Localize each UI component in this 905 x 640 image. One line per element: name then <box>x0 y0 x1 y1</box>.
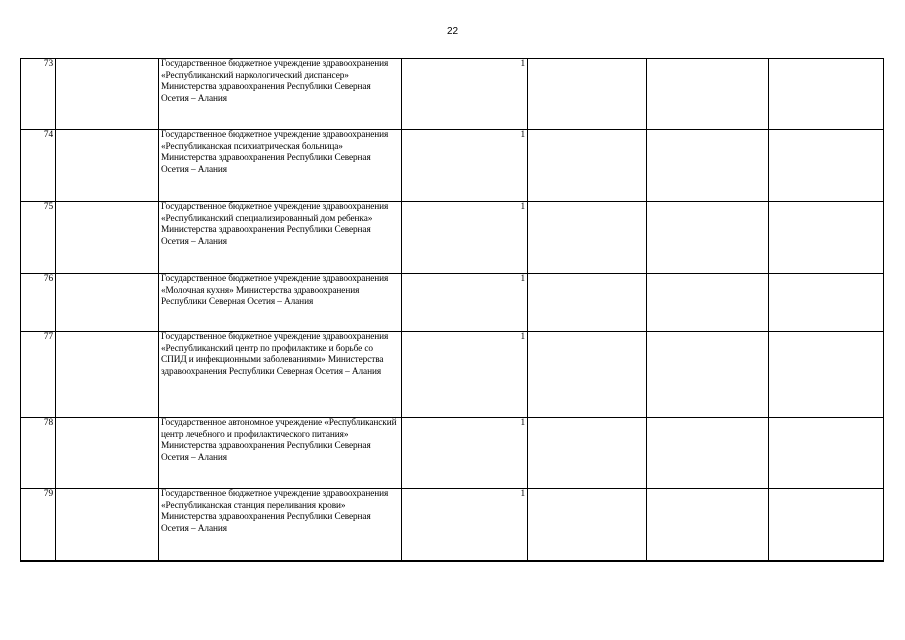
empty-cell <box>56 274 159 332</box>
empty-cell <box>528 202 647 274</box>
empty-cell <box>769 418 884 489</box>
table-row <box>21 332 884 418</box>
quantity-cell: 1 <box>402 274 528 332</box>
institution-name: Государственное бюджетное учреждение здравоохранения «Республиканская станция переливания крови» Министерства здравоохранения Республики Северная Осетия – Алания <box>159 489 402 561</box>
institution-name: Государственное бюджетное учреждение здравоохранения «Республиканский центр по профилактике и борьбе со СПИД и инфекционными заболеваниями» Министерства здравоохранения Республики Северная Осетия – Алания <box>159 332 402 418</box>
empty-cell <box>56 202 159 274</box>
empty-cell <box>647 130 769 202</box>
empty-cell <box>528 489 647 561</box>
institution-name: Государственное автономное учреждение «Республиканский центр лечебного и профилактического питания» Министерства здравоохранения Республики Северная Осетия – Алания <box>159 418 402 489</box>
empty-cell <box>56 59 159 130</box>
table-row <box>21 202 884 274</box>
row-number: 76 <box>21 274 56 332</box>
quantity-cell: 1 <box>402 418 528 489</box>
empty-cell <box>56 130 159 202</box>
empty-cell <box>769 489 884 561</box>
institution-name: Государственное бюджетное учреждение здравоохранения «Республиканский специализированный дом ребенка» Министерства здравоохранения Республики Северная Осетия – Алания <box>159 202 402 274</box>
table-row <box>21 274 884 332</box>
empty-cell <box>769 332 884 418</box>
empty-cell <box>769 130 884 202</box>
empty-cell <box>769 202 884 274</box>
table-row <box>21 418 884 489</box>
quantity-cell: 1 <box>402 332 528 418</box>
empty-cell <box>647 202 769 274</box>
empty-cell <box>528 332 647 418</box>
table-row <box>21 59 884 130</box>
empty-cell <box>528 59 647 130</box>
row-number: 73 <box>21 59 56 130</box>
table-row <box>21 130 884 202</box>
empty-cell <box>56 418 159 489</box>
empty-cell <box>769 59 884 130</box>
empty-cell <box>647 59 769 130</box>
institution-name: Государственное бюджетное учреждение здравоохранения «Республиканский наркологический диспансер» Министерства здравоохранения Республики Северная Осетия – Алания <box>159 59 402 130</box>
empty-cell <box>528 274 647 332</box>
empty-cell <box>769 274 884 332</box>
quantity-cell: 1 <box>402 59 528 130</box>
empty-cell <box>528 130 647 202</box>
institutions-table <box>20 58 884 562</box>
empty-cell <box>647 489 769 561</box>
page-number: 22 <box>446 26 459 37</box>
quantity-cell: 1 <box>402 202 528 274</box>
empty-cell <box>528 418 647 489</box>
row-number: 79 <box>21 489 56 561</box>
row-number: 74 <box>21 130 56 202</box>
quantity-cell: 1 <box>402 489 528 561</box>
institution-name: Государственное бюджетное учреждение здравоохранения «Республиканская психиатрическая больница» Министерства здравоохранения Республики Северная Осетия – Алания <box>159 130 402 202</box>
row-number: 78 <box>21 418 56 489</box>
institution-name: Государственное бюджетное учреждение здравоохранения «Молочная кухня» Министерства здравоохранения Республики Северная Осетия – Алания <box>159 274 402 332</box>
empty-cell <box>56 332 159 418</box>
empty-cell <box>647 274 769 332</box>
row-number: 77 <box>21 332 56 418</box>
quantity-cell: 1 <box>402 130 528 202</box>
row-number: 75 <box>21 202 56 274</box>
empty-cell <box>647 332 769 418</box>
empty-cell <box>56 489 159 561</box>
empty-cell <box>647 418 769 489</box>
table-row <box>21 489 884 561</box>
